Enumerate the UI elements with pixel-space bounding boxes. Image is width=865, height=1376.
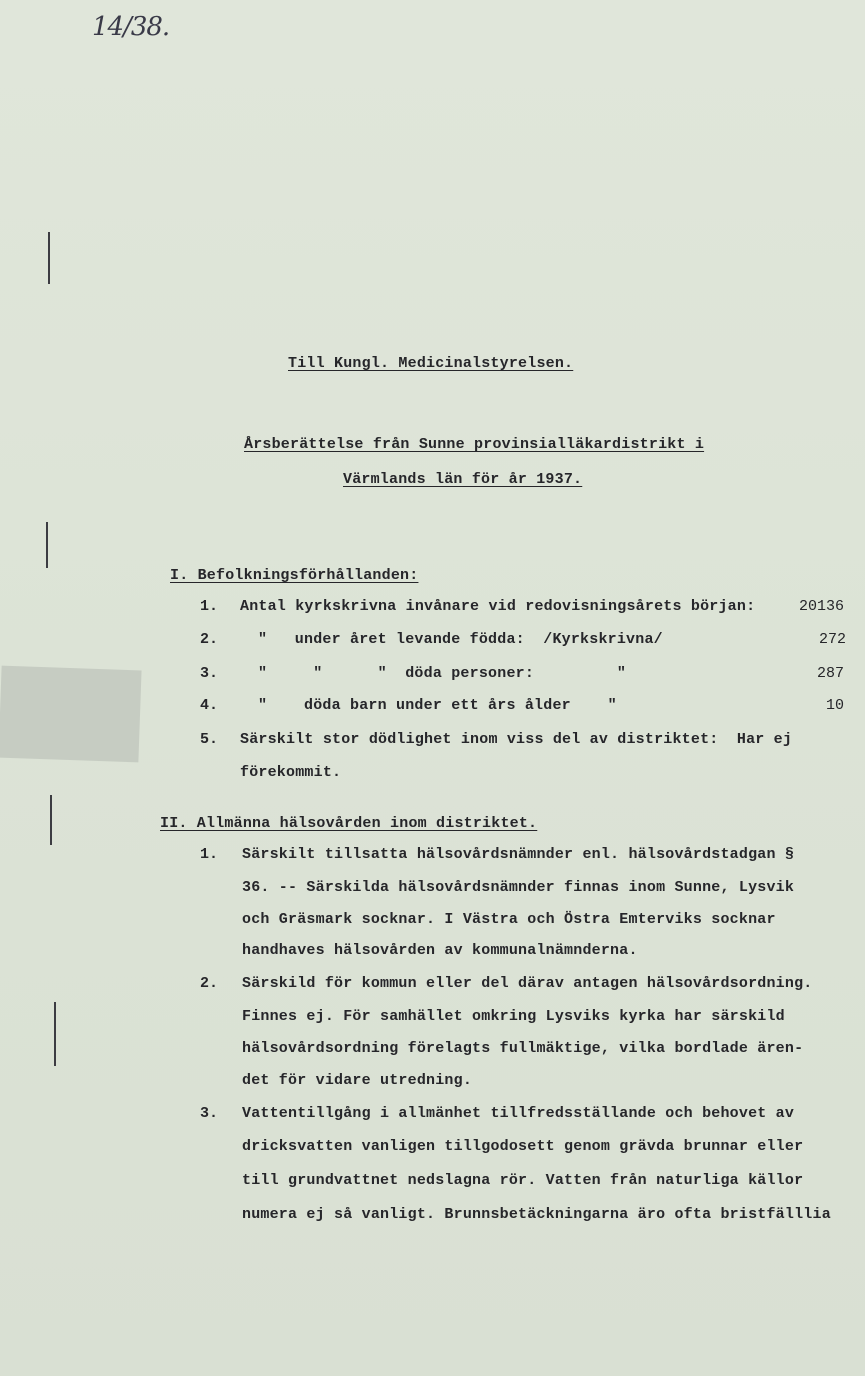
item-text: " döda barn under ett års ålder " xyxy=(258,697,617,714)
item-number: 5. xyxy=(200,731,219,748)
item-line: Särskild för kommun eller del därav antagen hälsovårdsordning. xyxy=(242,975,813,992)
item-value: 287 xyxy=(816,665,844,682)
item-text: Särskilt stor dödlighet inom viss del av distriktet: Har ej xyxy=(240,731,793,748)
item-value: 10 xyxy=(825,697,844,714)
item-text: " under året levande födda: /Kyrkskrivna/ xyxy=(258,631,663,648)
item-value: 20136 xyxy=(798,598,844,615)
item-line: numera ej så vanligt. Brunnsbetäckningarna äro ofta bristfälllia xyxy=(242,1206,831,1223)
margin-mark xyxy=(50,795,52,845)
item-number: 2. xyxy=(200,631,219,648)
item-line: Särskilt tillsatta hälsovårdsnämnder enl. hälsovårdstadgan § xyxy=(242,846,795,863)
item-number: 1. xyxy=(200,846,219,863)
margin-mark xyxy=(54,1002,56,1066)
item-line: dricksvatten vanligen tillgodosett genom grävda brunnar eller xyxy=(242,1138,804,1155)
item-number: 2. xyxy=(200,975,219,992)
item-line: till grundvattnet nedslagna rör. Vatten från naturliga källor xyxy=(242,1172,804,1189)
item-line: Finnes ej. För samhället omkring Lysviks kyrka har särskild xyxy=(242,1008,785,1025)
item-number: 3. xyxy=(200,1105,219,1122)
section1-heading: I. Befolkningsförhållanden: xyxy=(170,567,419,584)
item-number: 1. xyxy=(200,598,219,615)
title-line-2: Värmlands län för år 1937. xyxy=(343,471,583,488)
item-line: och Gräsmark socknar. I Västra och Östra Emterviks socknar xyxy=(242,911,776,928)
section2-heading: II. Allmänna hälsovården inom distriktet. xyxy=(160,815,538,832)
item-line: 36. -- Särskilda hälsovårdsnämnder finnas inom Sunne, Lysvik xyxy=(242,879,795,896)
item-text-continued: förekommit. xyxy=(240,764,342,781)
item-line: det för vidare utredning. xyxy=(242,1072,473,1089)
title-line-1: Årsberättelse från Sunne provinsialläkardistrikt i xyxy=(244,436,705,453)
item-line: Vattentillgång i allmänhet tillfredsställande och behovet av xyxy=(242,1105,795,1122)
handwritten-note: 14/38. xyxy=(92,12,170,42)
tape-mark xyxy=(0,666,142,763)
item-text: Antal kyrkskrivna invånare vid redovisningsårets början: xyxy=(240,598,756,615)
margin-mark xyxy=(46,522,48,568)
item-text: " " " döda personer: " xyxy=(258,665,627,682)
item-line: hälsovårdsordning förelagts fullmäktige, vilka bordlade ären- xyxy=(242,1040,804,1057)
item-number: 4. xyxy=(200,697,219,714)
item-number: 3. xyxy=(200,665,219,682)
margin-mark xyxy=(48,232,50,284)
item-value: 272 xyxy=(818,631,846,648)
addressee: Till Kungl. Medicinalstyrelsen. xyxy=(288,355,574,372)
item-line: handhaves hälsovården av kommunalnämnderna. xyxy=(242,942,638,959)
